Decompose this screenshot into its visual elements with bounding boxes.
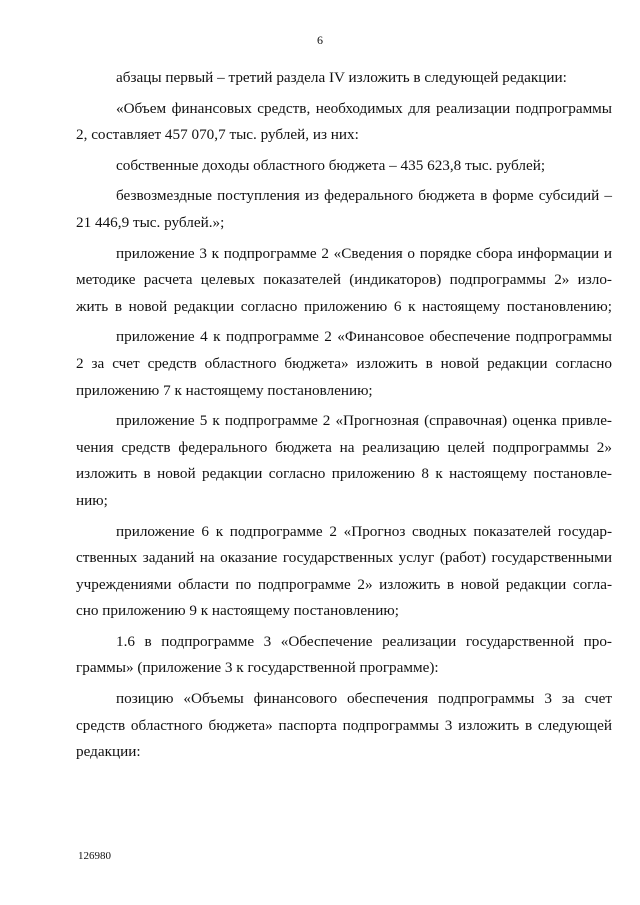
- document-body: [76, 65, 612, 770]
- text-line: сно приложению 9 к настоящему постановлению;: [76, 602, 399, 620]
- text-line: жить в новой редакции согласно приложению 6 к настоящему постановлению;: [76, 297, 612, 315]
- text-line: 2, составляет 457 070,7 тыс. рублей, из них:: [76, 126, 359, 144]
- text-line: 1.6 в подпрограмме 3 «Обеспечение реализации государственной про-: [116, 632, 612, 650]
- text-line: приложение 6 к подпрограмме 2 «Прогноз сводных показателей государ-: [116, 522, 612, 540]
- document-code: 126980: [78, 850, 111, 862]
- text-line: 21 446,9 тыс. рублей.»;: [76, 213, 225, 231]
- paragraph: [76, 408, 612, 514]
- text-line: средств областного бюджета» паспорта подпрограммы 3 изложить в следующей: [76, 716, 612, 734]
- paragraph: [76, 96, 612, 149]
- paragraph: [76, 183, 612, 236]
- paragraph: [76, 324, 612, 404]
- page-number: 6: [317, 33, 323, 47]
- text-line: редакции:: [76, 743, 141, 761]
- text-line: абзацы первый – третий раздела IV изложить в следующей редакции:: [116, 69, 567, 86]
- text-line: изложить в новой редакции согласно приложению 8 к настоящему постановле-: [76, 465, 612, 483]
- text-line: нию;: [76, 491, 108, 509]
- text-line: учреждениями области по подпрограмме 2» изложить в новой редакции согла-: [76, 575, 612, 593]
- text-line: 2 за счет средств областного бюджета» изложить в новой редакции согласно: [76, 354, 612, 372]
- paragraph: [76, 153, 612, 180]
- paragraph: [76, 519, 612, 625]
- text-line: приложение 3 к подпрограмме 2 «Сведения о порядке сбора информации и: [116, 244, 612, 262]
- paragraph: [76, 65, 612, 92]
- text-line: «Объем финансовых средств, необходимых для реализации подпрограммы: [116, 99, 612, 117]
- paragraph: [76, 686, 612, 766]
- text-line: безвозмездные поступления из федерального бюджета в форме субсидий –: [116, 187, 612, 205]
- text-line: методике расчета целевых показателей (индикаторов) подпрограммы 2» изло-: [76, 271, 612, 289]
- text-line: позицию «Объемы финансового обеспечения подпрограммы 3 за счет: [116, 690, 612, 708]
- text-line: собственные доходы областного бюджета – 435 623,8 тыс. рублей;: [116, 156, 546, 174]
- text-line: чения средств федерального бюджета на реализацию целей подпрограммы 2»: [76, 438, 612, 456]
- text-line: приложение 4 к подпрограмме 2 «Финансовое обеспечение подпрограммы: [116, 328, 612, 346]
- paragraph: [76, 629, 612, 682]
- paragraph: [76, 241, 612, 321]
- text-line: приложение 5 к подпрограмме 2 «Прогнозная (справочная) оценка привле-: [116, 412, 612, 430]
- text-line: приложению 7 к настоящему постановлению;: [76, 381, 373, 399]
- text-line: ственных заданий на оказание государственных услуг (работ) государственными: [76, 549, 612, 567]
- text-line: граммы» (приложение 3 к государственной программе):: [76, 659, 439, 677]
